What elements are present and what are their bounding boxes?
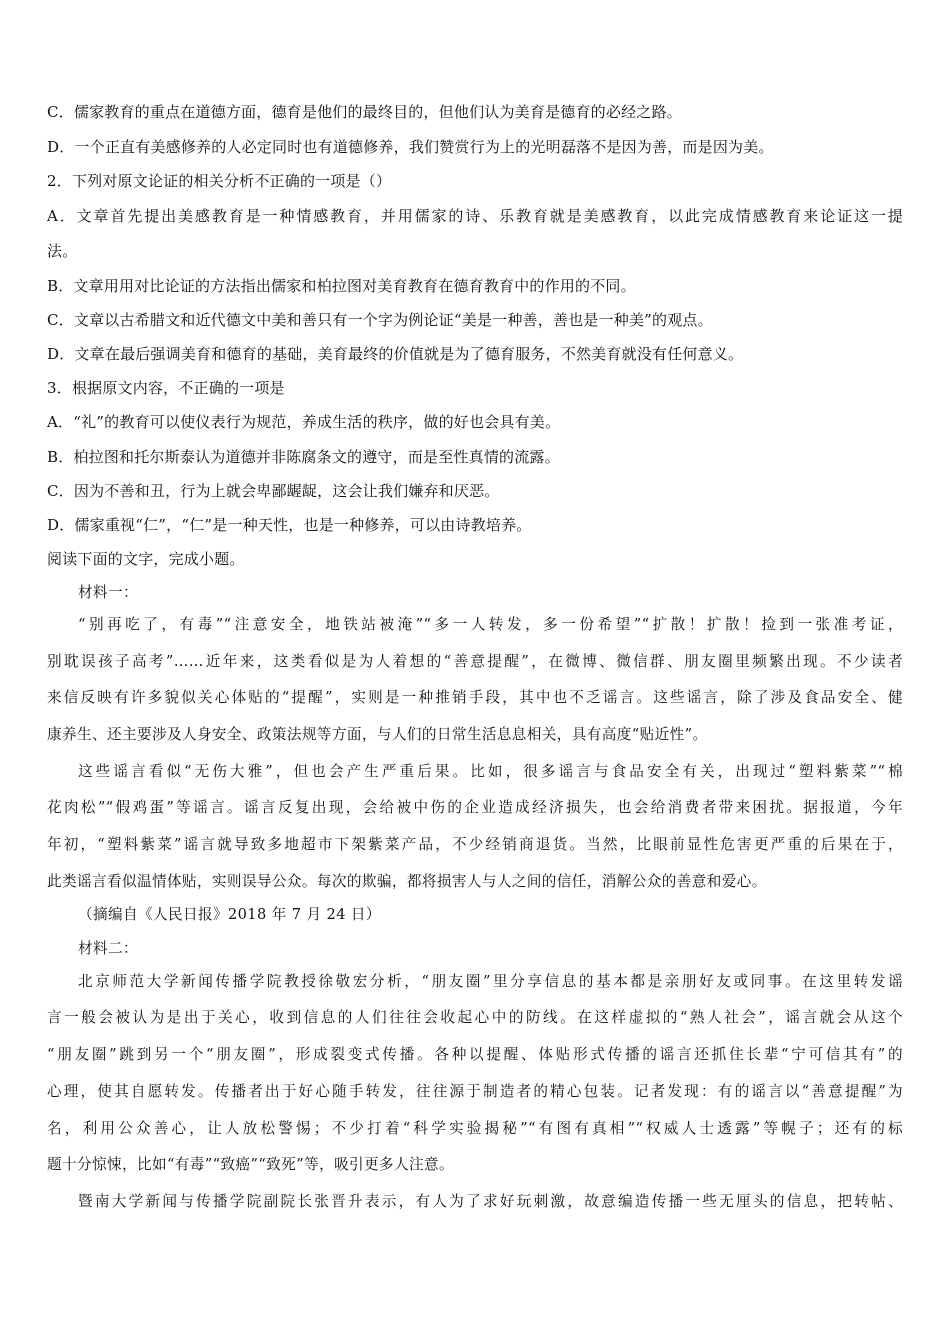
material2-p2-line: 暨南大学新闻与传播学院副院长张晋升表示，有人为了求好玩刺激，故意编造传播一些无厘头的信息，把转帖、	[78, 1193, 903, 1210]
material1-p1-line: 康养生、还主要涉及人身安全、政策法规等方面，与人们的日常生活息息相关，具有高度“贴近性”。	[47, 726, 708, 743]
q3-stem: 3．根据原文内容，不正确的一项是	[47, 379, 285, 397]
q3-option-c: C．因为不善和丑，行为上就会卑鄙龌龊，这会让我们嫌弃和厌恶。	[47, 482, 500, 500]
material2-p1-line: “朋友圈”跳到另一个“朋友圈”，形成裂变式传播。各种以提醒、体贴形式传播的谣言还抓住长辈“宁可信其有”的	[47, 1046, 903, 1063]
material1-p1-line: 别耽误孩子高考”……近年来，这类看似是为人着想的“善意提醒”，在微博、微信群、朋友圈里频繁出现。不少读者	[47, 653, 903, 670]
reading-instruction: 阅读下面的文字，完成小题。	[47, 550, 245, 568]
material1-heading: 材料一：	[78, 584, 138, 601]
q2-option-b: B．文章用用对比论证的方法指出儒家和柏拉图对美育教育在德育教育中的作用的不同。	[47, 277, 636, 295]
material1-p1-line: “别再吃了，有毒”“注意安全，地铁站被淹”“多一人转发，多一份希望”“扩散！扩散！捡到一张准考证，	[78, 616, 903, 633]
q2-option-d: D．文章在最后强调美育和德育的基础，美育最终的价值就是为了德育服务，不然美育就没有任何意义。	[47, 345, 744, 363]
material1-p2-line: 这些谣言看似“无伤大雅”，但也会产生严重后果。比如，很多谣言与食品安全有关，出现过“塑料紫菜”“棉	[78, 763, 903, 780]
material2-p1-line: 题十分惊悚，比如“有毒”“致癌”“致死”等，吸引更多人注意。	[47, 1156, 455, 1173]
material1-p1-line: 来信反映有许多貌似关心体贴的“提醒”，实则是一种推销手段，其中也不乏谣言。这些谣言，除了涉及食品安全、健	[47, 689, 903, 706]
material2-p1-line: 言一般会被认为是出于关心，收到信息的人们往往会收起心中的防线。在这样虚拟的“熟人社会”，谣言就会从这个	[47, 1009, 903, 1026]
q2-option-c: C．文章以古希腊文和近代德文中美和善只有一个字为例论证“美是一种善，善也是一种美”的观点。	[47, 311, 713, 329]
q1-option-c: C．儒家教育的重点在道德方面，德育是他们的最终目的，但他们认为美育是德育的必经之路。	[47, 103, 682, 121]
material1-source: （摘编自《人民日报》2018 年 7 月 24 日）	[78, 906, 381, 923]
material1-p2-line: 年初，“塑料紫菜”谣言就导致多地超市下架紫菜产品，不少经销商退货。当然，比眼前显性危害更严重的后果在于，	[47, 836, 903, 853]
material1-p2-line: 花肉松”“假鸡蛋”等谣言。谣言反复出现，会给被中伤的企业造成经济损失，也会给消费者带来困扰。据报道，今年	[47, 799, 903, 816]
material2-p1-line: 名，利用公众善心，让人放松警惕；不少打着“科学实验揭秘”“有图有真相”“权威人士透露”等幌子；还有的标	[47, 1120, 903, 1137]
q1-option-d: D．一个正直有美感修养的人必定同时也有道德修养，我们赞赏行为上的光明磊落不是因为善，而是因为美。	[47, 138, 774, 156]
q2-option-a-line1: A．文章首先提出美感教育是一种情感教育，并用儒家的诗、乐教育就是美感教育，以此完成情感教育来论证这一提	[47, 207, 903, 225]
material2-p1-line: 心理，使其自愿转发。传播者出于好心随手转发，往往源于制造者的精心包装。记者发现：有的谣言以“善意提醒”为	[47, 1083, 903, 1100]
q2-stem: 2．下列对原文论证的相关分析不正确的一项是（）	[47, 172, 392, 190]
q3-option-d: D．儒家重视“仁”，“仁”是一种天性，也是一种修养，可以由诗教培养。	[47, 516, 532, 534]
q2-option-a-line2: 法。	[47, 242, 78, 260]
material2-heading: 材料二：	[78, 940, 138, 957]
material1-p2-line: 此类谣言看似温情体贴，实则误导公众。每次的欺骗，都将损害人与人之间的信任，消解公众的善意和爱心。	[47, 873, 767, 890]
q3-option-a: A．“礼”的教育可以使仪表行为规范，养成生活的秩序，做的好也会具有美。	[47, 413, 561, 431]
material2-p1-line: 北京师范大学新闻传播学院教授徐敬宏分析，“朋友圈”里分享信息的基本都是亲朋好友或同事。在这里转发谣	[78, 973, 903, 990]
q3-option-b: B．柏拉图和托尔斯泰认为道德并非陈腐条文的遵守，而是至性真情的流露。	[47, 448, 560, 466]
